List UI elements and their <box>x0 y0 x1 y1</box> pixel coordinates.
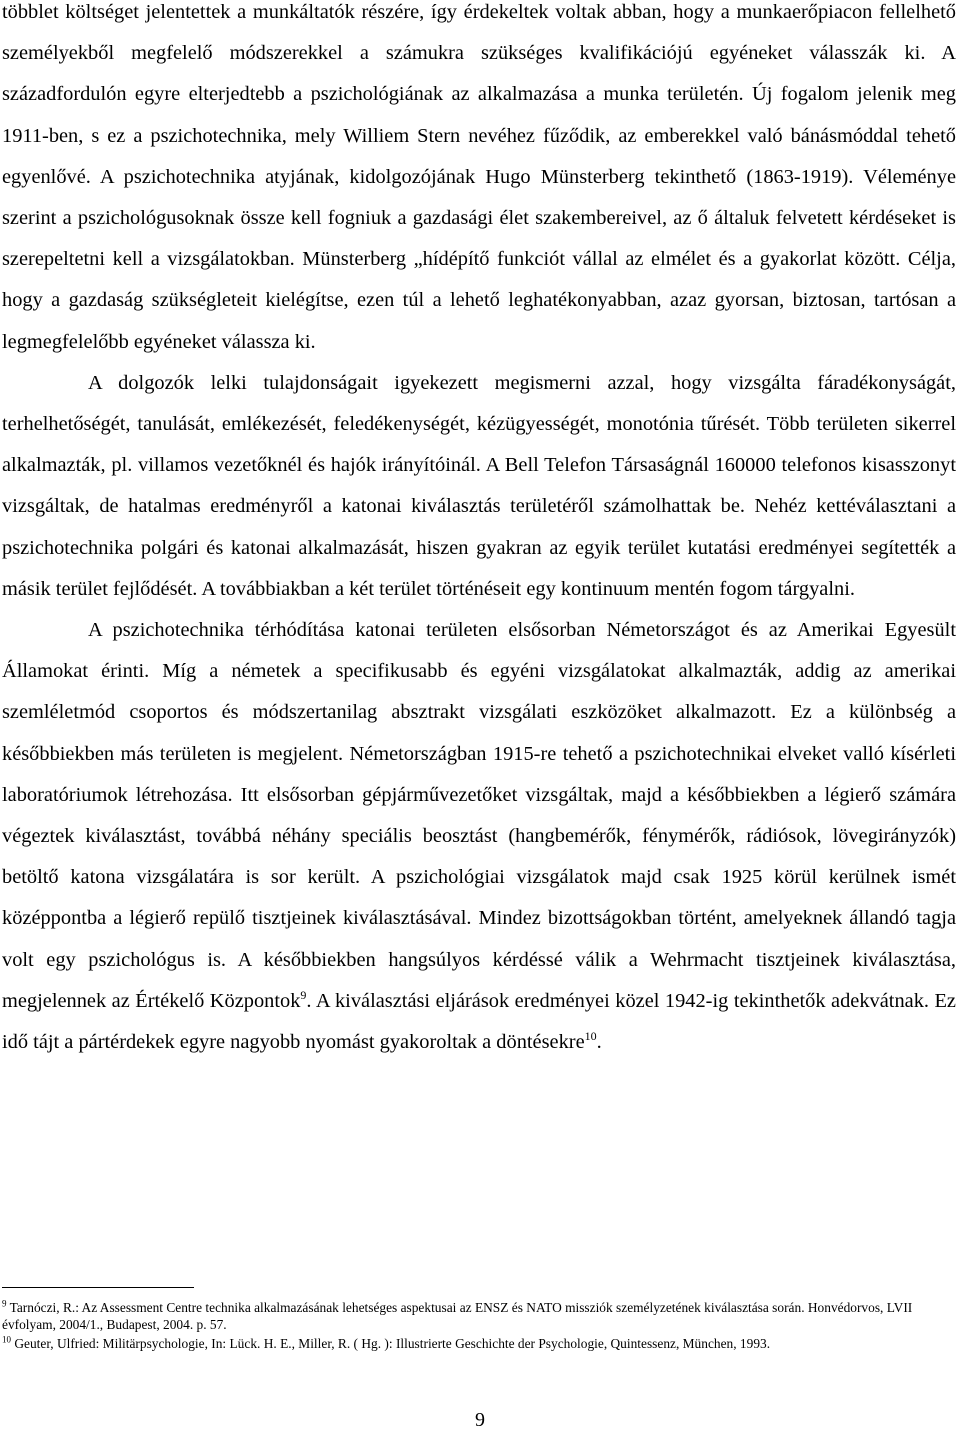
paragraph-1: többlet költséget jelentettek a munkáltatók részére, így érdekeltek voltak abban, hogy a munkaerőpiacon fellelhető személyekből megfelelő módszerekkel a számukra szükséges kvalifikációjú egyéneket válasszák ki. A századfordulón egyre elterjedtebb a pszichológiának az alkalmazása a munka területén. Új fogalom jelenik meg 1911-ben, s ez a pszichotechnika, mely Williem Stern nevéhez fűződik, az emberekkel való bánásmóddal tehető egyenlővé. A pszichotechnika atyjának, kidolgozójának Hugo Münsterberg tekinthető (1863-1919). Véleménye szerint a pszichológusoknak össze kell fogniuk a gazdasági élet szakembereivel, az ő általuk felvetett kérdéseket is szerepeltetni kell a vizsgálatokban. Münsterberg „hídépítő funkciót vállal az elmélet és a gyakorlat között. Célja, hogy a gazdaság szükségleteit kielégítse, ezen túl a lehető leghatékonyabban, azaz gyorsan, biztosan, tartósan a legmegfelelőbb egyéneket válassza ki. <box>2 1 956 353</box>
paragraph-3-text-middle: . A kiválasztási eljárások eredményei közel 1942-ig tekinthetők adekvátnak. Ez idő tájt a pártérdekek egyre nagyobb nyomást gyakoroltak a döntésekre <box>2 989 956 1054</box>
page-number: 9 <box>475 1409 485 1431</box>
footnote-number: 10 <box>2 1334 11 1345</box>
paragraph-2: A dolgozók lelki tulajdonságait igyekezett megismerni azzal, hogy vizsgálta fáradékonyságát, terhelhetőségét, tanulását, emlékezését, feledékenységét, kézügyességét, monotónia tűrését. Több területen sikerrel alkalmazták, pl. villamos vezetőknél és hajók irányítóinál. A Bell Telefon Társaságnál 160000 telefonos kisasszonyt vizsgáltak, de hatalmas eredményről a katonai kiválasztás területéről számolhattak be. Nehéz kettéválasztani a pszichotechnika polgári és katonai alkalmazását, hiszen gyakran az egyik terület kutatási eredményei segítették a másik terület fejlődését. A továbbiakban a két terület történéseit egy kontinuum mentén fogom tárgyalni. <box>2 371 956 600</box>
body-text <box>2 0 956 1063</box>
paragraph-3-text-end: . <box>596 1031 602 1054</box>
footnote-ref-9[interactable]: 9 <box>300 988 307 1003</box>
footnote-ref-10[interactable]: 10 <box>584 1029 597 1044</box>
footnote-number: 9 <box>2 1298 7 1309</box>
footnote-divider <box>2 1287 194 1288</box>
footnotes <box>2 1299 956 1354</box>
paragraph-3 <box>2 610 956 1063</box>
paragraph-3-text-start: A pszichotechnika térhódítása katonai területen elsősorban Németországot és az Amerikai Egyesült Államokat érinti. Míg a németek a specifikusabb és egyéni vizsgálatokat alkalmazták, addig az amerikai szemléletmód csoportos és módszertanilag absztrakt vizsgálati eszközöket alkalmazott. Ez a különbség a későbbiekben más területen is megjelent. Németországban 1915-re tehető a pszichotechnikai elveket valló kísérleti laboratóriumok létrehozása. Itt elsősorban gépjárművezetőket vizsgáltak, majd a későbbiekben a légierő számára végeztek kiválasztást, továbbá néhány speciális beosztást (hangbemérők, fénymérők, rádiósok, lövegirányzók) betöltő katona vizsgálatára is sor került. A pszichológiai vizsgálatok majd csak 1925 körül kerülnek ismét középpontba a légierő repülő tisztjeinek kiválasztásával. Mindez bizottságokban történt, amelyeknek állandó tagja volt egy pszichológus is. A későbbiekben hangsúlyos kérdéssé válik a Wehrmacht tisztjeinek kiválasztása, megjelennek az Értékelő Központok <box>2 619 956 1012</box>
footnote-text: Tarnóczi, R.: Az Assessment Centre technika alkalmazásának lehetséges aspektusai az ENSZ és NATO missziók személyzetének kiválasztása során. Honvédorvos, LVII évfolyam, 2004/1., Budapest, 2004. p. 57. <box>2 1300 913 1332</box>
footnote-10 <box>2 1335 956 1352</box>
footnote-text: Geuter, Ulfried: Militärpsychologie, In: Lück. H. E., Miller, R. ( Hg. ): Illustrierte Geschichte der Psychologie, Quintessenz, München, 1993. <box>14 1336 771 1351</box>
footnote-9 <box>2 1299 956 1333</box>
